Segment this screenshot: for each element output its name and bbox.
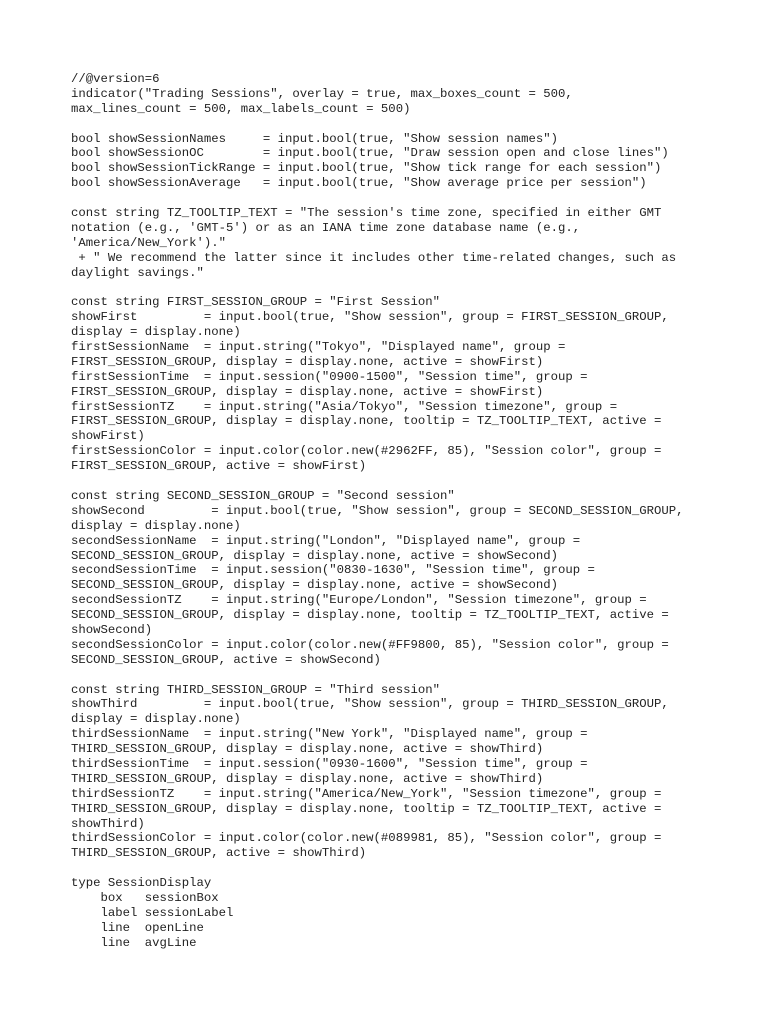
code-line: SECOND_SESSION_GROUP, display = display.none, tooltip = TZ_TOOLTIP_TEXT, active = xyxy=(71,608,669,623)
code-line: SECOND_SESSION_GROUP, active = showSecond) xyxy=(71,652,381,667)
code-line: showSecond = input.bool(true, "Show session", group = SECOND_SESSION_GROUP, xyxy=(71,503,684,518)
code-line: showFirst) xyxy=(71,429,145,444)
code-line: 'America/New_York')." xyxy=(71,235,226,250)
code-line: notation (e.g., 'GMT-5') or as an IANA time zone database name (e.g., xyxy=(71,220,581,235)
code-line: bool showSessionOC = input.bool(true, "Draw session open and close lines") xyxy=(71,146,669,161)
code-line: secondSessionName = input.string("London", "Displayed name", group = xyxy=(71,533,581,548)
code-line: daylight savings." xyxy=(71,265,204,280)
code-line: max_lines_count = 500, max_labels_count = 500) xyxy=(71,101,411,116)
code-line: firstSessionColor = input.color(color.new(#2962FF, 85), "Session color", group = xyxy=(71,444,662,459)
blank-line xyxy=(71,861,711,876)
code-line: FIRST_SESSION_GROUP, display = display.none, tooltip = TZ_TOOLTIP_TEXT, active = xyxy=(71,414,662,429)
code-line: secondSessionTime = input.session("0830-1630", "Session time", group = xyxy=(71,563,595,578)
code-line: FIRST_SESSION_GROUP, display = display.none, active = showFirst) xyxy=(71,354,544,369)
code-line: showSecond) xyxy=(71,622,153,637)
code-line: showThird) xyxy=(71,816,145,831)
blank-line xyxy=(71,474,711,489)
code-listing xyxy=(71,72,711,951)
code-line: SECOND_SESSION_GROUP, display = display.none, active = showSecond) xyxy=(71,578,559,593)
code-line: line avgLine xyxy=(71,935,197,950)
code-line: type SessionDisplay xyxy=(71,876,212,891)
code-line: firstSessionTZ = input.string("Asia/Tokyo", "Session timezone", group = xyxy=(71,399,618,414)
code-line: showFirst = input.bool(true, "Show session", group = FIRST_SESSION_GROUP, xyxy=(71,310,669,325)
code-line: THIRD_SESSION_GROUP, display = display.none, active = showThird) xyxy=(71,771,544,786)
code-line: bool showSessionAverage = input.bool(true, "Show average price per session") xyxy=(71,176,647,191)
code-line: indicator("Trading Sessions", overlay = true, max_boxes_count = 500, xyxy=(71,86,573,101)
code-line: const string FIRST_SESSION_GROUP = "First Session" xyxy=(71,295,440,310)
code-line: label sessionLabel xyxy=(71,905,234,920)
code-line: thirdSessionTime = input.session("0930-1600", "Session time", group = xyxy=(71,756,588,771)
code-line: thirdSessionTZ = input.string("America/New_York", "Session timezone", group = xyxy=(71,786,662,801)
code-line: thirdSessionColor = input.color(color.new(#089981, 85), "Session color", group = xyxy=(71,831,662,846)
code-line: const string THIRD_SESSION_GROUP = "Third session" xyxy=(71,682,440,697)
code-line: bool showSessionNames = input.bool(true, "Show session names") xyxy=(71,131,559,146)
blank-line xyxy=(71,117,711,132)
code-line: showThird = input.bool(true, "Show session", group = THIRD_SESSION_GROUP, xyxy=(71,697,669,712)
code-line: bool showSessionTickRange = input.bool(true, "Show tick range for each session") xyxy=(71,161,662,176)
code-line: FIRST_SESSION_GROUP, active = showFirst) xyxy=(71,459,367,474)
code-line: display = display.none) xyxy=(71,518,241,533)
blank-line xyxy=(71,191,711,206)
code-line: firstSessionName = input.string("Tokyo", "Displayed name", group = xyxy=(71,340,566,355)
code-line: secondSessionColor = input.color(color.new(#FF9800, 85), "Session color", group = xyxy=(71,637,669,652)
code-line: firstSessionTime = input.session("0900-1500", "Session time", group = xyxy=(71,369,588,384)
code-line: const string TZ_TOOLTIP_TEXT = "The session's time zone, specified in either GMT xyxy=(71,206,662,221)
code-line: //@version=6 xyxy=(71,72,160,86)
code-line: display = display.none) xyxy=(71,712,241,727)
code-line: + " We recommend the latter since it includes other time-related changes, such as xyxy=(71,250,677,265)
code-line: secondSessionTZ = input.string("Europe/London", "Session timezone", group = xyxy=(71,593,647,608)
code-line: FIRST_SESSION_GROUP, display = display.none, active = showFirst) xyxy=(71,384,544,399)
code-line: thirdSessionName = input.string("New York", "Displayed name", group = xyxy=(71,727,588,742)
code-line: box sessionBox xyxy=(71,890,219,905)
code-line: display = display.none) xyxy=(71,325,241,340)
code-line: THIRD_SESSION_GROUP, display = display.none, tooltip = TZ_TOOLTIP_TEXT, active = xyxy=(71,801,662,816)
code-line: SECOND_SESSION_GROUP, display = display.none, active = showSecond) xyxy=(71,548,559,563)
blank-line xyxy=(71,280,711,295)
blank-line xyxy=(71,668,711,683)
code-line: const string SECOND_SESSION_GROUP = "Second session" xyxy=(71,488,455,503)
code-line: line openLine xyxy=(71,920,204,935)
code-line: THIRD_SESSION_GROUP, active = showThird) xyxy=(71,846,367,861)
code-line: THIRD_SESSION_GROUP, display = display.none, active = showThird) xyxy=(71,742,544,757)
